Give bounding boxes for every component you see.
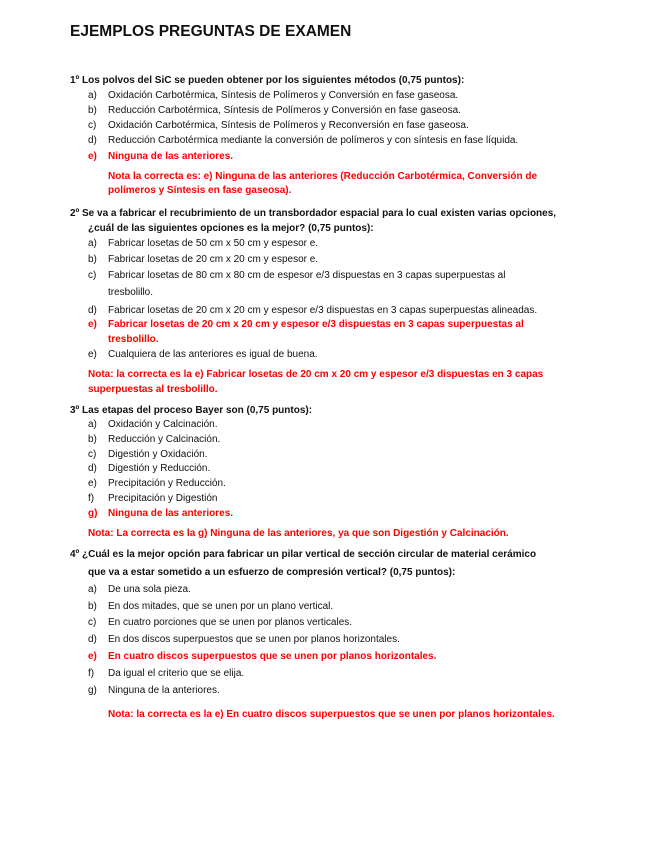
option-text: Fabricar losetas de 20 cm x 20 cm y espesor e/3 dispuestas en 3 capas superpuestas alineadas. — [108, 305, 538, 316]
option-letter: e) — [88, 349, 97, 360]
answer-note: superpuestas al tresbolillo. — [88, 384, 218, 395]
option-text-correct: En cuatro discos superpuestos que se unen por planos horizontales. — [108, 651, 437, 662]
option-letter: f) — [88, 493, 95, 504]
option-text: Reducción y Calcinación. — [108, 434, 221, 445]
answer-note: Nota: La correcta es la g) Ninguna de las anteriores, ya que son Digestión y Calcinación. — [88, 528, 509, 539]
option-letter: a) — [88, 419, 97, 430]
option-text: En dos discos superpuestos que se unen por planos horizontales. — [108, 634, 400, 645]
option-text: Digestión y Oxidación. — [108, 449, 208, 460]
option-letter: a) — [88, 90, 97, 101]
option-letter-correct: e) — [88, 651, 97, 662]
option-letter-correct: e) — [88, 319, 97, 330]
option-letter: a) — [88, 238, 97, 249]
option-text: Reducción Carbotérmica, Síntesis de Polímeros y Conversión en fase gaseosa. — [108, 105, 461, 116]
question-1: 1º Los polvos del SiC se pueden obtener por los siguientes métodos (0,75 puntos): — [70, 75, 465, 86]
option-letter: c) — [88, 120, 97, 131]
option-text: Fabricar losetas de 80 cm x 80 cm de espesor e/3 dispuestas en 3 capas superpuestas al — [108, 270, 506, 281]
answer-note: Nota la correcta es: e) Ninguna de las anteriores (Reducción Carbotérmica, Conversión de — [108, 171, 538, 182]
option-letter: d) — [88, 135, 97, 146]
option-letter: b) — [88, 105, 97, 116]
option-text: Reducción Carbotérmica mediante la conversión de polímeros y con síntesis en fase líquida. — [108, 135, 519, 146]
option-text-correct: Ninguna de las anteriores. — [108, 508, 234, 519]
question-2: 2º Se va a fabricar el recubrimiento de un transbordador espacial para lo cual existen varias opciones, — [70, 208, 557, 219]
option-letter: c) — [88, 449, 97, 460]
answer-note: Nota: la correcta es la e) En cuatro discos superpuestos que se unen por planos horizontales. — [108, 709, 555, 720]
option-text: Fabricar losetas de 50 cm x 50 cm y espesor e. — [108, 238, 319, 249]
option-text: Oxidación Carbotérmica, Síntesis de Polímeros y Reconversión en fase gaseosa. — [108, 120, 469, 131]
option-text: Oxidación y Calcinación. — [108, 419, 218, 430]
option-text: Digestión y Reducción. — [108, 463, 211, 474]
option-letter: d) — [88, 305, 97, 316]
page-title: EJEMPLOS PREGUNTAS DE EXAMEN — [70, 23, 352, 40]
option-letter: b) — [88, 601, 97, 612]
option-text: tresbolillo. — [108, 287, 154, 298]
option-text: En dos mitades, que se unen por un plano vertical. — [108, 601, 334, 612]
question-4-cont: que va a estar sometido a un esfuerzo de compresión vertical? (0,75 puntos): — [88, 567, 456, 578]
option-text: Da igual el criterio que se elija. — [108, 668, 245, 679]
option-text: De una sola pieza. — [108, 584, 191, 595]
option-letter: c) — [88, 617, 97, 628]
option-text: Oxidación Carbotérmica, Síntesis de Polímeros y Conversión en fase gaseosa. — [108, 90, 459, 101]
option-text: En cuatro porciones que se unen por planos verticales. — [108, 617, 353, 628]
option-letter: e) — [88, 478, 97, 489]
option-text-correct: tresbolillo. — [108, 334, 159, 345]
question-4: 4º ¿Cuál es la mejor opción para fabricar un pilar vertical de sección circular de material cerámico — [70, 549, 537, 560]
option-letter-correct: g) — [88, 508, 98, 519]
option-text-correct: Fabricar losetas de 20 cm x 20 cm y espesor e/3 dispuestas en 3 capas superpuestas al — [108, 319, 524, 330]
option-text: Ninguna de la anteriores. — [108, 685, 220, 696]
option-letter-correct: e) — [88, 151, 97, 162]
option-letter: a) — [88, 584, 97, 595]
question-2-cont: ¿cuál de las siguientes opciones es la mejor? (0,75 puntos): — [88, 223, 374, 234]
option-text-correct: Ninguna de las anteriores. — [108, 151, 234, 162]
option-letter: d) — [88, 634, 97, 645]
answer-note: polímeros y Síntesis en fase gaseosa). — [108, 185, 292, 196]
option-letter: f) — [88, 668, 95, 679]
option-text: Precipitación y Digestión — [108, 493, 218, 504]
option-letter: b) — [88, 434, 97, 445]
option-letter: c) — [88, 270, 97, 281]
answer-note: Nota: la correcta es la e) Fabricar losetas de 20 cm x 20 cm y espesor e/3 dispuestas en 3 capas — [88, 369, 544, 380]
option-text: Precipitación y Reducción. — [108, 478, 226, 489]
question-3: 3º Las etapas del proceso Bayer son (0,75 puntos): — [70, 405, 313, 416]
option-text: Cualquiera de las anteriores es igual de buena. — [108, 349, 318, 360]
option-letter: d) — [88, 463, 97, 474]
option-letter: g) — [88, 685, 97, 696]
option-text: Fabricar losetas de 20 cm x 20 cm y espesor e. — [108, 254, 319, 265]
option-letter: b) — [88, 254, 97, 265]
